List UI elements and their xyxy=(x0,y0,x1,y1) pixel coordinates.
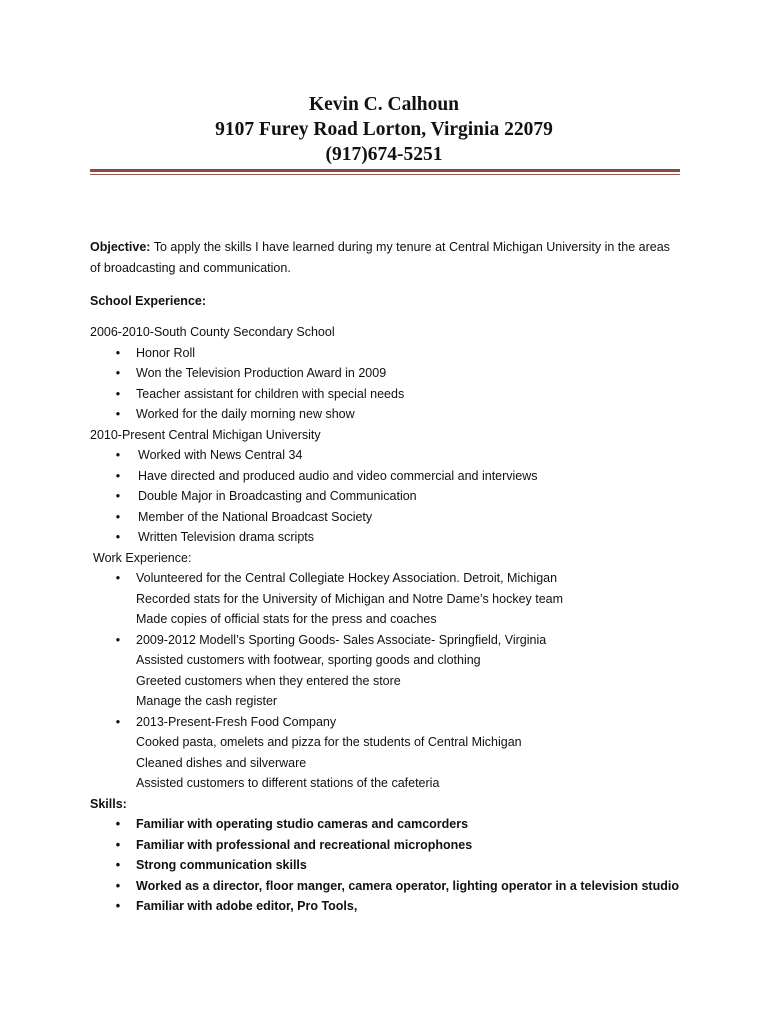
work-entry-detail: Recorded stats for the University of Michigan and Notre Dame’s hockey team xyxy=(136,591,564,606)
list-item xyxy=(90,835,690,856)
work-entry-detail: Manage the cash register xyxy=(136,694,278,708)
list-item xyxy=(90,363,690,384)
work-entry-title xyxy=(90,568,690,589)
header-divider-thick xyxy=(90,169,680,172)
bullet-icon: • xyxy=(115,366,121,380)
list-item xyxy=(90,814,690,835)
school-entry-list xyxy=(90,445,690,548)
list-item-text: Familiar with professional and recreational microphones xyxy=(136,837,473,852)
list-item-text: 2013-Present-Fresh Food Company xyxy=(136,714,337,729)
list-item-text: Worked with News Central 34 xyxy=(138,448,303,462)
list-item xyxy=(90,486,690,507)
bullet-icon: • xyxy=(115,837,121,852)
list-item-text: Member of the National Broadcast Society xyxy=(138,509,373,524)
bullet-icon: • xyxy=(115,468,121,483)
list-item xyxy=(90,466,690,487)
work-entry-list xyxy=(90,630,690,651)
bullet-icon: • xyxy=(115,489,121,503)
list-item-text: Strong communication skills xyxy=(136,858,307,872)
work-entry-list xyxy=(90,568,690,589)
list-item xyxy=(90,445,690,466)
work-entry-detail: Made copies of official stats for the press and coaches xyxy=(136,612,437,626)
list-item-text: Worked for the daily morning new show xyxy=(136,407,355,421)
objective-label: Objective: xyxy=(90,240,151,254)
bullet-icon: • xyxy=(115,878,121,893)
list-item-text: Written Television drama scripts xyxy=(138,530,314,544)
bullet-icon: • xyxy=(115,571,121,585)
list-item-text: Won the Television Production Award in 2009 xyxy=(136,366,387,380)
work-entry-detail: Assisted customers with footwear, sporting goods and clothing xyxy=(136,653,481,667)
list-item xyxy=(90,404,690,425)
school-experience-heading: School Experience: xyxy=(90,294,207,308)
bullet-icon: • xyxy=(115,448,121,462)
list-item xyxy=(90,896,690,917)
objective-text: To apply the skills I have learned during my tenure at Central Michigan University in the areas xyxy=(153,240,670,254)
list-item xyxy=(90,527,690,548)
bullet-icon: • xyxy=(115,858,121,872)
school-entry-title: 2010-Present Central Michigan University xyxy=(90,427,321,442)
work-entry-detail: Cooked pasta, omelets and pizza for the students of Central Michigan xyxy=(136,735,522,749)
skills-heading: Skills: xyxy=(90,796,127,811)
list-item-text: Teacher assistant for children with special needs xyxy=(136,386,405,401)
list-item xyxy=(90,876,690,897)
list-item-text: 2009-2012 Modell’s Sporting Goods- Sales Associate- Springfield, Virginia xyxy=(136,632,547,647)
objective-text-continued: of broadcasting and communication. xyxy=(90,260,291,275)
bullet-icon: • xyxy=(115,407,121,421)
list-item-text: Double Major in Broadcasting and Communication xyxy=(138,489,417,503)
work-experience-heading: Work Experience: xyxy=(93,550,192,565)
bullet-icon: • xyxy=(115,632,121,647)
list-item-text: Volunteered for the Central Collegiate Hockey Association. Detroit, Michigan xyxy=(136,571,558,585)
bullet-icon: • xyxy=(115,714,121,729)
work-entry-list xyxy=(90,712,690,733)
candidate-name: Kevin C. Calhoun xyxy=(308,94,460,115)
resume-header xyxy=(0,92,768,167)
list-item-text: Familiar with adobe editor, Pro Tools, xyxy=(136,899,358,913)
list-item-text: Honor Roll xyxy=(136,345,196,360)
bullet-icon: • xyxy=(115,817,121,831)
work-entry-title xyxy=(90,630,690,651)
list-item-text: Have directed and produced audio and video commercial and interviews xyxy=(138,468,538,483)
school-entry-list xyxy=(90,343,690,425)
experience-body xyxy=(90,322,690,917)
bullet-icon: • xyxy=(115,345,121,360)
list-item-text: Worked as a director, floor manger, camera operator, lighting operator in a television studio xyxy=(136,878,679,893)
bullet-icon: • xyxy=(115,509,121,524)
candidate-address: 9107 Furey Road Lorton, Virginia 22079 xyxy=(215,119,553,140)
candidate-phone: (917)674-5251 xyxy=(325,144,443,165)
list-item xyxy=(90,343,690,364)
work-entry-detail: Greeted customers when they entered the store xyxy=(136,673,401,688)
bullet-icon: • xyxy=(115,530,121,544)
list-item xyxy=(90,855,690,876)
objective-section xyxy=(90,237,690,278)
work-entry-detail: Cleaned dishes and silverware xyxy=(136,755,307,770)
bullet-icon: • xyxy=(115,899,121,913)
bullet-icon: • xyxy=(115,386,121,401)
list-item-text: Familiar with operating studio cameras and camcorders xyxy=(136,817,469,831)
list-item xyxy=(90,507,690,528)
work-entry-title xyxy=(90,712,690,733)
school-entry-title: 2006-2010-South County Secondary School xyxy=(90,325,335,339)
list-item xyxy=(90,384,690,405)
work-entry-detail: Assisted customers to different stations of the cafeteria xyxy=(136,776,440,790)
header-divider-thin xyxy=(90,174,680,175)
skills-list xyxy=(90,814,690,917)
